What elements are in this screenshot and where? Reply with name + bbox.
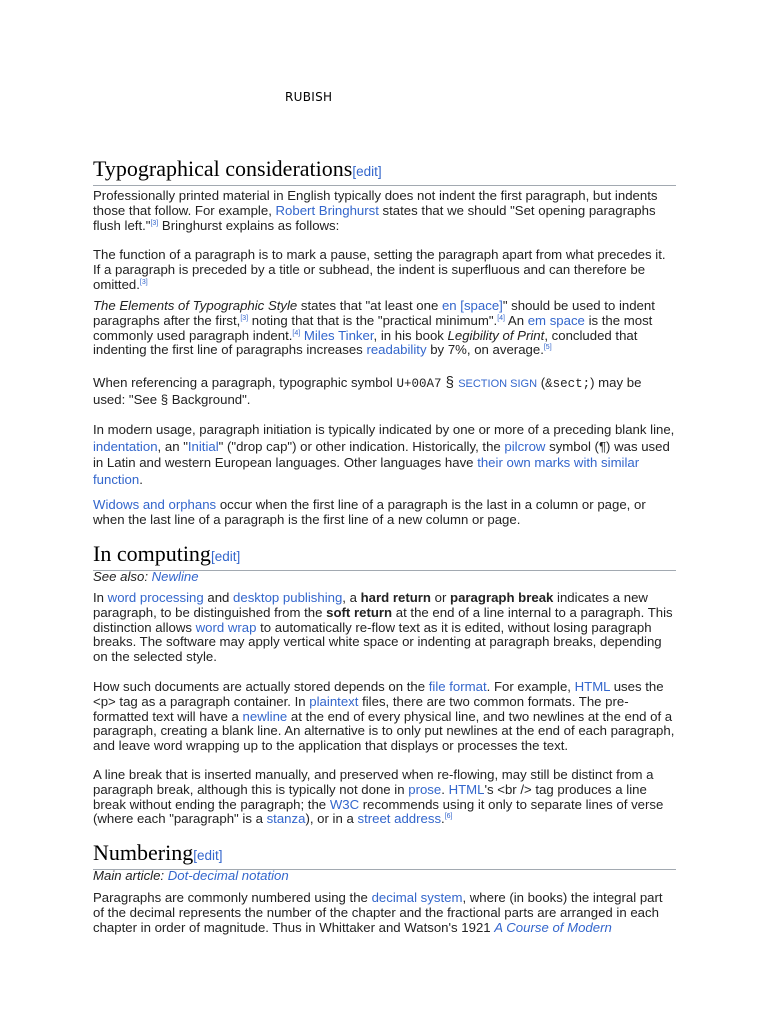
reference-link[interactable]: [4] [292, 329, 301, 337]
edit-link[interactable]: [edit] [352, 164, 382, 179]
link-stanza[interactable]: stanza [266, 811, 306, 827]
link-plaintext[interactable]: plaintext [309, 693, 359, 709]
link-file-format[interactable]: file format [428, 679, 487, 694]
link-word-processing[interactable]: word processing [107, 590, 204, 605]
link-em-space[interactable]: em space [527, 312, 585, 328]
main-article-note: Main article: Dot-decimal notation [93, 868, 289, 883]
block-quote: The function of a paragraph is to mark a pause, setting the paragraph apart from what precedes it. If a paragraph is preceded by a title or subhead, the indent is superfluous and can therefore be omitted.[3] [93, 247, 666, 292]
link-street-address[interactable]: street address [357, 811, 442, 827]
link-dot-decimal-notation[interactable]: Dot-decimal notation [167, 868, 289, 883]
link-word-wrap[interactable]: word wrap [195, 619, 257, 635]
link-w3c[interactable]: W3C [329, 796, 360, 812]
paragraph: A line break that is inserted manually, and preserved when re-flowing, may still be distinct from a paragraph break, although this is typically not done in prose. HTML's <br /> tag produces a line break without ending the paragraph; the W3C recommends using it only to separate lines of verse (where each "paragraph" is a stanza), or in a street address.[6] [93, 767, 664, 827]
paragraph: The Elements of Typographic Style states that "at least one en [space]" should be used to indent paragraphs after the first,[3] noting that that is the "practical minimum".[4] An em space is the most commonly used paragraph indent.[4] Miles Tinker, in his book Legibility of Print, concluded that indenting the first line of paragraphs increases readability by 7%, on average.[5] [93, 298, 655, 358]
paragraph: Widows and orphans occur when the first line of a paragraph is the last in a column or page, or when the last line of a paragraph is the first line of a new column or page. [93, 497, 646, 527]
link-own-marks[interactable]: their own marks with similar function [93, 455, 640, 487]
paragraph: When referencing a paragraph, typographic symbol U+00A7 § SECTION SIGN (&sect;) may be used: "See § Background". [93, 374, 642, 407]
reference-link[interactable]: [5] [543, 344, 552, 352]
reference-link[interactable]: [3] [150, 219, 159, 227]
section-heading-numbering: Numbering[edit] [93, 841, 676, 870]
paragraph: In word processing and desktop publishing, a hard return or paragraph break indicates a new paragraph, to be distinguished from the soft return at the end of a line internal to a paragraph. This distinction allows word wrap to automatically re-flow text as it is edited, without losing paragraph breaks. The software may apply vertical white space or indenting at paragraph breaks, depending on the selected style. [93, 590, 673, 665]
code-text: &sect; [545, 377, 591, 391]
link-section-sign[interactable]: SECTION SIGN [458, 378, 538, 390]
edit-link[interactable]: [edit] [193, 848, 223, 863]
link-html[interactable]: HTML [448, 781, 485, 797]
paragraph: In modern usage, paragraph initiation is typically indicated by one or more of a preceding blank line, indentation, an "Initial" ("drop cap") or other indication. Historically, the pilcrow symbol (¶) was used in Latin and western European languages. Other languages have their own marks with similar function. [93, 422, 675, 487]
reference-link[interactable]: [6] [444, 813, 453, 821]
paragraph: Paragraphs are commonly numbered using the decimal system, where (in books) the integral part of the decimal represents the number of the chapter and the fractional parts are arranged in each chapter in order of magnitude. Thus in Whittaker and Watson's 1921 A Course of Modern [93, 890, 663, 935]
link-miles-tinker[interactable]: Miles Tinker [303, 327, 374, 343]
link-readability[interactable]: readability [366, 342, 427, 358]
section-heading-in-computing: In computing[edit] [93, 542, 676, 571]
link-initial[interactable]: Initial [187, 438, 219, 454]
reference-link[interactable]: [3] [139, 278, 148, 286]
see-also-note: See also: Newline [93, 569, 199, 584]
link-newline-inline[interactable]: newline [242, 708, 288, 724]
code-text: U+00A7 [396, 377, 442, 391]
link-en-space[interactable]: en [space] [441, 298, 503, 313]
link-html[interactable]: HTML [574, 679, 611, 694]
edit-link[interactable]: [edit] [210, 549, 241, 564]
link-desktop-publishing[interactable]: desktop publishing [233, 590, 343, 605]
link-decimal-system[interactable]: decimal system [371, 890, 463, 905]
link-prose[interactable]: prose [408, 781, 442, 797]
link-course-of-modern-analysis[interactable]: A Course of Modern [494, 919, 612, 935]
paragraph: How such documents are actually stored depends on the file format. For example, HTML uses the <p> tag as a paragraph container. In plaintext files, there are two common formats. The pre-formatted text will have a newline at the end of every physical line, and two newlines at the end of a paragraph, creating a blank line. An alternative is to only put newlines at the end of each paragraph, and leave word wrapping up to the application that displays or processes the text. [93, 679, 675, 754]
link-pilcrow[interactable]: pilcrow [504, 438, 546, 454]
link-robert-bringhurst[interactable]: Robert Bringhurst [275, 202, 379, 218]
link-indentation[interactable]: indentation [93, 438, 158, 454]
section-heading-typographical: Typographical considerations[edit] [93, 157, 676, 186]
reference-link[interactable]: [3] [240, 314, 249, 322]
paragraph: Professionally printed material in English typically does not indent the first paragraph, but indents those that follow. For example, Robert Bringhurst states that we should "Set opening paragraphs flush left."[3] Bringhurst explains as follows: [93, 188, 658, 233]
link-widows-and-orphans[interactable]: Widows and orphans [93, 497, 217, 512]
header-label: RUBISH [285, 90, 333, 104]
link-newline[interactable]: Newline [151, 569, 199, 584]
reference-link[interactable]: [4] [497, 314, 505, 322]
